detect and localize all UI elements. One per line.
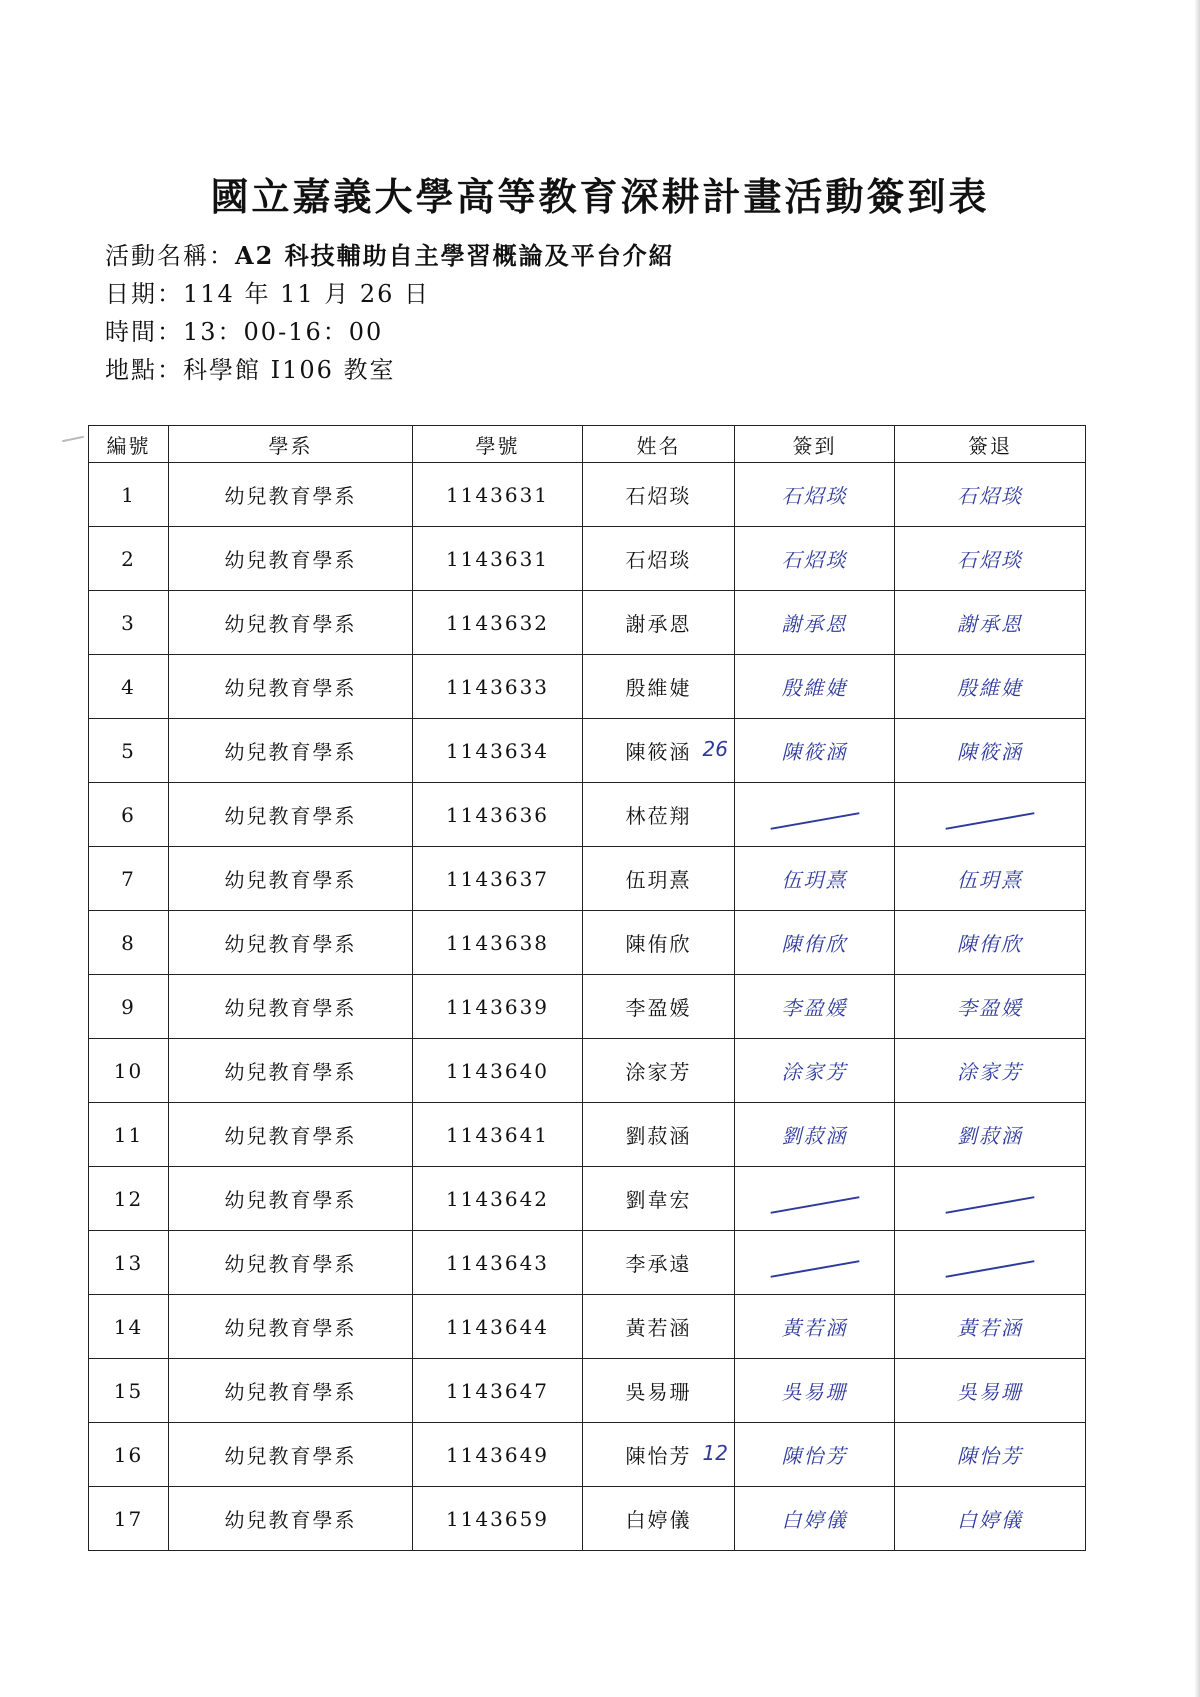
row-name	[583, 975, 735, 1039]
table-row	[89, 1359, 1086, 1423]
table-row	[89, 719, 1086, 783]
sign-in-signature	[735, 463, 895, 527]
sign-out-signature	[895, 463, 1086, 527]
row-name-text: 謝承恩	[625, 612, 692, 636]
row-name-text: 李承遠	[625, 1252, 692, 1276]
row-name-text: 伍玥熹	[625, 868, 692, 892]
row-no: 3	[89, 591, 169, 655]
row-student-id: 1143643	[413, 1231, 583, 1295]
absent-dash-stroke	[770, 1260, 859, 1278]
location-label: 地點：	[105, 356, 183, 384]
row-name	[583, 1103, 735, 1167]
table-row	[89, 1487, 1086, 1551]
signature-text: 石炤琰	[957, 548, 1023, 572]
row-student-id: 1143644	[413, 1295, 583, 1359]
signature-text: 涂家芳	[957, 1060, 1023, 1084]
row-name	[583, 911, 735, 975]
row-name	[583, 591, 735, 655]
row-dept: 幼兒教育學系	[169, 591, 413, 655]
row-name	[583, 719, 735, 783]
row-name	[583, 847, 735, 911]
location-line	[105, 350, 396, 385]
event-name-value: A2 科技輔助自主學習概論及平台介紹	[235, 241, 675, 270]
row-dept: 幼兒教育學系	[169, 975, 413, 1039]
signature-text: 劉菽涵	[957, 1124, 1023, 1148]
sign-in-signature	[735, 655, 895, 719]
row-dept: 幼兒教育學系	[169, 1231, 413, 1295]
signature-text: 伍玥熹	[957, 868, 1023, 892]
row-name	[583, 1231, 735, 1295]
row-student-id: 1143631	[413, 463, 583, 527]
row-name-text: 陳侑欣	[625, 932, 692, 956]
sign-out-signature	[895, 911, 1086, 975]
table-row	[89, 1039, 1086, 1103]
signature-text: 黃若涵	[957, 1316, 1023, 1340]
sign-in-signature	[735, 1359, 895, 1423]
row-no: 17	[89, 1487, 169, 1551]
row-name-text: 涂家芳	[625, 1060, 692, 1084]
row-name-text: 殷維婕	[625, 676, 692, 700]
row-no: 15	[89, 1359, 169, 1423]
table-row	[89, 527, 1086, 591]
row-name-text: 劉韋宏	[625, 1188, 692, 1212]
row-student-id: 1143634	[413, 719, 583, 783]
table-row	[89, 847, 1086, 911]
signature-text: 陳筱涵	[781, 740, 848, 764]
row-name	[583, 1167, 735, 1231]
signature-text: 陳筱涵	[957, 740, 1023, 764]
table-row	[89, 975, 1086, 1039]
signature-text: 謝承恩	[781, 612, 848, 636]
signature-text: 李盈媛	[781, 996, 848, 1020]
row-name-text: 吳易珊	[625, 1380, 692, 1404]
margin-pencil-mark	[62, 436, 84, 443]
sign-in-signature	[735, 527, 895, 591]
row-no: 13	[89, 1231, 169, 1295]
row-no: 12	[89, 1167, 169, 1231]
signature-text: 伍玥熹	[781, 868, 848, 892]
row-student-id: 1143659	[413, 1487, 583, 1551]
row-student-id: 1143637	[413, 847, 583, 911]
row-name	[583, 1039, 735, 1103]
sign-in-signature	[735, 911, 895, 975]
row-no: 1	[89, 463, 169, 527]
sign-in-signature	[735, 591, 895, 655]
row-student-id: 1143641	[413, 1103, 583, 1167]
date-label: 日期：	[105, 280, 183, 308]
sign-out-signature	[895, 783, 1086, 847]
sign-out-signature	[895, 1487, 1086, 1551]
handwritten-note: 26	[702, 737, 728, 761]
time-label: 時間：	[105, 318, 183, 346]
row-no: 8	[89, 911, 169, 975]
row-name	[583, 1295, 735, 1359]
sign-out-signature	[895, 1295, 1086, 1359]
signature-text: 石炤琰	[781, 548, 848, 572]
header-dept: 學系	[169, 426, 413, 463]
absent-dash-stroke	[946, 1260, 1035, 1278]
sign-out-signature	[895, 591, 1086, 655]
row-name	[583, 655, 735, 719]
row-dept: 幼兒教育學系	[169, 1487, 413, 1551]
row-no: 11	[89, 1103, 169, 1167]
table-row	[89, 783, 1086, 847]
row-student-id: 1143647	[413, 1359, 583, 1423]
row-name-text: 石炤琰	[625, 484, 692, 508]
date-line	[105, 274, 430, 309]
row-name	[583, 463, 735, 527]
signature-text: 涂家芳	[781, 1060, 848, 1084]
signature-text: 劉菽涵	[781, 1124, 848, 1148]
absent-dash-stroke	[770, 812, 859, 830]
row-name-text: 陳筱涵	[625, 740, 692, 764]
header-sign-out: 簽退	[895, 426, 1086, 463]
row-name	[583, 1423, 735, 1487]
signature-text: 吳易珊	[957, 1380, 1023, 1404]
signature-text: 陳怡芳	[781, 1444, 848, 1468]
row-no: 9	[89, 975, 169, 1039]
table-row	[89, 1167, 1086, 1231]
sign-in-signature	[735, 1103, 895, 1167]
time-line	[105, 312, 383, 347]
attendance-table	[88, 425, 1086, 1551]
sign-out-signature	[895, 1039, 1086, 1103]
signature-text: 陳怡芳	[957, 1444, 1023, 1468]
row-name-text: 李盈媛	[625, 996, 692, 1020]
absent-dash-stroke	[770, 1196, 859, 1214]
row-no: 6	[89, 783, 169, 847]
row-student-id: 1143631	[413, 527, 583, 591]
table-row	[89, 911, 1086, 975]
row-student-id: 1143632	[413, 591, 583, 655]
row-dept: 幼兒教育學系	[169, 1423, 413, 1487]
event-name-line	[105, 236, 675, 271]
signature-text: 吳易珊	[781, 1380, 848, 1404]
sign-out-signature	[895, 1103, 1086, 1167]
row-name-text: 白婷儀	[625, 1508, 692, 1532]
row-dept: 幼兒教育學系	[169, 463, 413, 527]
row-dept: 幼兒教育學系	[169, 847, 413, 911]
location-value: 科學館 I106 教室	[183, 356, 396, 384]
row-name-text: 陳怡芳	[625, 1444, 692, 1468]
signature-text: 石炤琰	[957, 484, 1023, 508]
row-student-id: 1143642	[413, 1167, 583, 1231]
sign-out-signature	[895, 1167, 1086, 1231]
signature-text: 白婷儀	[957, 1508, 1023, 1532]
row-dept: 幼兒教育學系	[169, 1039, 413, 1103]
time-value: 13：00-16：00	[183, 318, 384, 346]
row-student-id: 1143638	[413, 911, 583, 975]
page-edge-shadow	[1194, 0, 1200, 1697]
date-value: 114 年 11 月 26 日	[183, 280, 431, 308]
header-student-id: 學號	[413, 426, 583, 463]
signature-text: 陳侑欣	[781, 932, 848, 956]
row-no: 14	[89, 1295, 169, 1359]
absent-dash-stroke	[946, 1196, 1035, 1214]
table-row	[89, 463, 1086, 527]
row-student-id: 1143633	[413, 655, 583, 719]
signature-text: 石炤琰	[781, 484, 848, 508]
row-no: 5	[89, 719, 169, 783]
row-student-id: 1143640	[413, 1039, 583, 1103]
row-name-text: 林莅翔	[625, 804, 692, 828]
row-dept: 幼兒教育學系	[169, 1359, 413, 1423]
table-header-row	[89, 426, 1086, 463]
sign-in-signature	[735, 1039, 895, 1103]
row-name	[583, 1487, 735, 1551]
row-dept: 幼兒教育學系	[169, 719, 413, 783]
table-row	[89, 591, 1086, 655]
sign-in-signature	[735, 975, 895, 1039]
page-title: 國立嘉義大學高等教育深耕計畫活動簽到表	[210, 174, 990, 219]
signature-text: 謝承恩	[957, 612, 1023, 636]
sign-out-signature	[895, 655, 1086, 719]
table-row	[89, 1423, 1086, 1487]
table-row	[89, 1295, 1086, 1359]
row-name	[583, 527, 735, 591]
row-student-id: 1143639	[413, 975, 583, 1039]
handwritten-note: 12	[702, 1441, 728, 1465]
sign-out-signature	[895, 719, 1086, 783]
row-name-text: 黃若涵	[625, 1316, 692, 1340]
sign-in-signature	[735, 847, 895, 911]
absent-dash-stroke	[946, 812, 1035, 830]
row-dept: 幼兒教育學系	[169, 1295, 413, 1359]
header-no: 編號	[89, 426, 169, 463]
row-dept: 幼兒教育學系	[169, 655, 413, 719]
sign-in-signature	[735, 783, 895, 847]
signature-text: 李盈媛	[957, 996, 1023, 1020]
row-name-text: 劉菽涵	[625, 1124, 692, 1148]
sign-out-signature	[895, 975, 1086, 1039]
row-student-id: 1143649	[413, 1423, 583, 1487]
table-row	[89, 1103, 1086, 1167]
row-dept: 幼兒教育學系	[169, 1167, 413, 1231]
sign-in-signature	[735, 1231, 895, 1295]
signature-text: 殷維婕	[957, 676, 1023, 700]
sign-in-signature	[735, 1487, 895, 1551]
sign-out-signature	[895, 1359, 1086, 1423]
header-name: 姓名	[583, 426, 735, 463]
signature-text: 殷維婕	[781, 676, 848, 700]
table-body	[89, 463, 1086, 1551]
sign-in-signature	[735, 719, 895, 783]
row-name	[583, 1359, 735, 1423]
row-no: 10	[89, 1039, 169, 1103]
sign-out-signature	[895, 527, 1086, 591]
row-dept: 幼兒教育學系	[169, 911, 413, 975]
header-sign-in: 簽到	[735, 426, 895, 463]
sign-in-signature	[735, 1295, 895, 1359]
row-no: 7	[89, 847, 169, 911]
signature-text: 陳侑欣	[957, 932, 1023, 956]
sign-out-signature	[895, 1231, 1086, 1295]
row-name	[583, 783, 735, 847]
row-student-id: 1143636	[413, 783, 583, 847]
row-no: 2	[89, 527, 169, 591]
sign-in-signature	[735, 1167, 895, 1231]
event-name-label: 活動名稱：	[105, 242, 235, 270]
sign-out-signature	[895, 847, 1086, 911]
sign-in-signature	[735, 1423, 895, 1487]
row-no: 16	[89, 1423, 169, 1487]
row-dept: 幼兒教育學系	[169, 527, 413, 591]
signature-text: 黃若涵	[781, 1316, 848, 1340]
signature-text: 白婷儀	[781, 1508, 848, 1532]
row-dept: 幼兒教育學系	[169, 1103, 413, 1167]
sign-out-signature	[895, 1423, 1086, 1487]
table-row	[89, 655, 1086, 719]
table-row	[89, 1231, 1086, 1295]
row-name-text: 石炤琰	[625, 548, 692, 572]
row-no: 4	[89, 655, 169, 719]
row-dept: 幼兒教育學系	[169, 783, 413, 847]
